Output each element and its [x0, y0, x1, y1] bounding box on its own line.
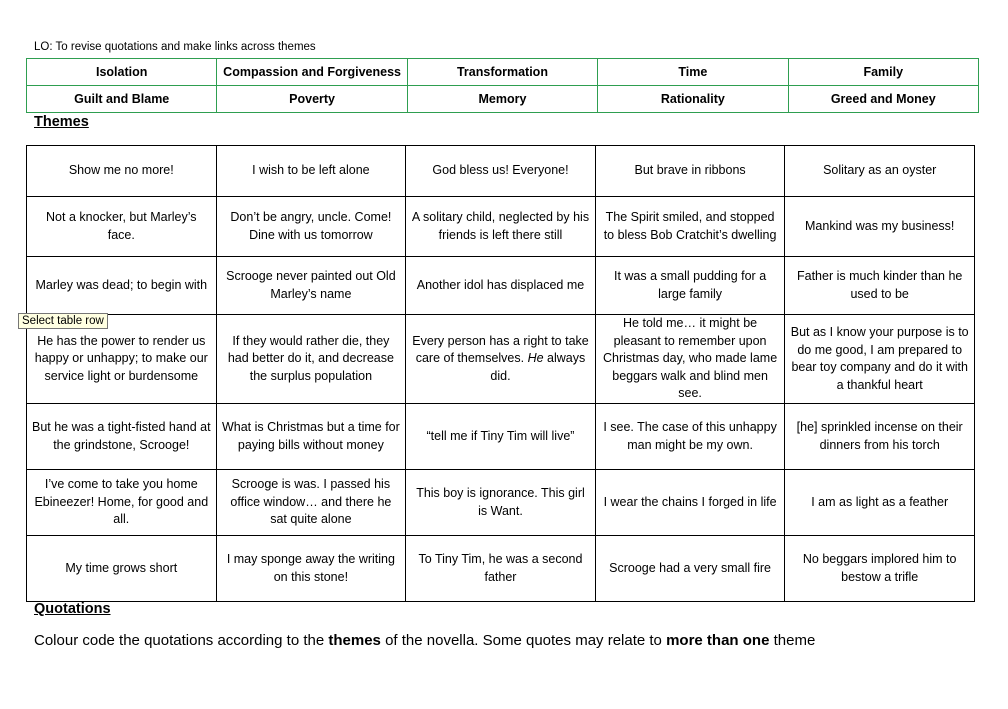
quote-cell[interactable]: The Spirit smiled, and stopped to bless Bob Cratchit’s dwelling	[595, 197, 785, 257]
themes-row	[27, 59, 979, 86]
quote-cell[interactable]: He has the power to render us happy or unhappy; to make our service light or burdensome	[27, 315, 217, 404]
quote-cell[interactable]: He told me… it might be pleasant to remember upon Christmas day, who made lame beggars walk and blind men see.	[595, 315, 785, 404]
quote-cell[interactable]: God bless us! Everyone!	[406, 146, 596, 197]
theme-cell[interactable]: Transformation	[407, 59, 597, 86]
quote-cell[interactable]: I’ve come to take you home Ebineezer! Home, for good and all.	[27, 470, 217, 536]
quote-row[interactable]	[27, 470, 975, 536]
theme-cell[interactable]: Guilt and Blame	[27, 86, 217, 113]
theme-cell[interactable]: Memory	[407, 86, 597, 113]
themes-heading: Themes	[34, 114, 89, 130]
quote-cell[interactable]: Scrooge never painted out Old Marley’s name	[216, 257, 406, 315]
instructions-bold: themes	[328, 632, 381, 649]
quote-cell[interactable]: No beggars implored him to bestow a trifle	[785, 536, 975, 602]
theme-cell[interactable]: Family	[788, 59, 978, 86]
quote-text-a: Every person has a right to take care of themselves.	[412, 333, 589, 366]
theme-cell[interactable]: Isolation	[27, 59, 217, 86]
quote-cell[interactable]: Another idol has displaced me	[406, 257, 596, 315]
instructions-text	[34, 632, 815, 649]
quote-cell[interactable]	[406, 315, 596, 404]
quote-cell[interactable]: But brave in ribbons	[595, 146, 785, 197]
quote-cell[interactable]: Show me no more!	[27, 146, 217, 197]
quote-cell[interactable]: I wish to be left alone	[216, 146, 406, 197]
theme-cell[interactable]: Compassion and Forgiveness	[217, 59, 407, 86]
instructions-part: theme	[769, 632, 816, 649]
quote-cell[interactable]: Scrooge is was. I passed his office window… and there he sat quite alone	[216, 470, 406, 536]
quote-cell[interactable]: Not a knocker, but Marley’s face.	[27, 197, 217, 257]
quote-cell[interactable]: [he] sprinkled incense on their dinners from his torch	[785, 404, 975, 470]
quote-cell[interactable]: But as I know your purpose is to do me good, I am prepared to bear toy company and do it with a thankful heart	[785, 315, 975, 404]
instructions-part: of the novella. Some quotes may relate to	[380, 632, 667, 649]
quote-italic-he: He	[527, 351, 544, 366]
quotations-heading: Quotations	[34, 601, 111, 617]
quote-cell[interactable]: This boy is ignorance. This girl is Want.	[406, 470, 596, 536]
quote-cell[interactable]: Don’t be angry, uncle. Come! Dine with us tomorrow	[216, 197, 406, 257]
theme-cell[interactable]: Rationality	[598, 86, 788, 113]
quote-cell[interactable]: I am as light as a feather	[785, 470, 975, 536]
quote-cell[interactable]: A solitary child, neglected by his friends is left there still	[406, 197, 596, 257]
quote-cell[interactable]: My time grows short	[27, 536, 217, 602]
quote-cell[interactable]: Mankind was my business!	[785, 197, 975, 257]
quote-cell[interactable]: But he was a tight-fisted hand at the grindstone, Scrooge!	[27, 404, 217, 470]
quote-cell[interactable]: If they would rather die, they had better do it, and decrease the surplus population	[216, 315, 406, 404]
quote-cell[interactable]: I see. The case of this unhappy man might be my own.	[595, 404, 785, 470]
quote-cell[interactable]: Solitary as an oyster	[785, 146, 975, 197]
quote-text-b: always did.	[490, 351, 586, 383]
quote-cell[interactable]: It was a small pudding for a large family	[595, 257, 785, 315]
quote-row[interactable]	[27, 146, 975, 197]
quote-cell[interactable]: “tell me if Tiny Tim will live”	[406, 404, 596, 470]
themes-row	[27, 86, 979, 113]
theme-cell[interactable]: Time	[598, 59, 788, 86]
quote-cell[interactable]: I wear the chains I forged in life	[595, 470, 785, 536]
quote-cell[interactable]: Father is much kinder than he used to be	[785, 257, 975, 315]
quote-row[interactable]	[27, 257, 975, 315]
quote-cell[interactable]: I may sponge away the writing on this stone!	[216, 536, 406, 602]
theme-cell[interactable]: Greed and Money	[788, 86, 978, 113]
instructions-bold: more than one	[666, 632, 770, 649]
quote-row[interactable]	[27, 404, 975, 470]
quotations-table	[26, 145, 975, 602]
quote-row[interactable]	[27, 315, 975, 404]
quote-row[interactable]	[27, 536, 975, 602]
quote-cell[interactable]: Marley was dead; to begin with	[27, 257, 217, 315]
learning-objective: LO: To revise quotations and make links across themes	[34, 41, 316, 53]
quote-cell[interactable]: What is Christmas but a time for paying bills without money	[216, 404, 406, 470]
theme-cell[interactable]: Poverty	[217, 86, 407, 113]
quote-cell[interactable]: Scrooge had a very small fire	[595, 536, 785, 602]
themes-table	[26, 58, 979, 113]
quote-cell[interactable]: To Tiny Tim, he was a second father	[406, 536, 596, 602]
select-table-row-tooltip: Select table row	[18, 313, 108, 329]
instructions-part: Colour code the quotations according to the	[34, 632, 329, 649]
quote-row[interactable]	[27, 197, 975, 257]
